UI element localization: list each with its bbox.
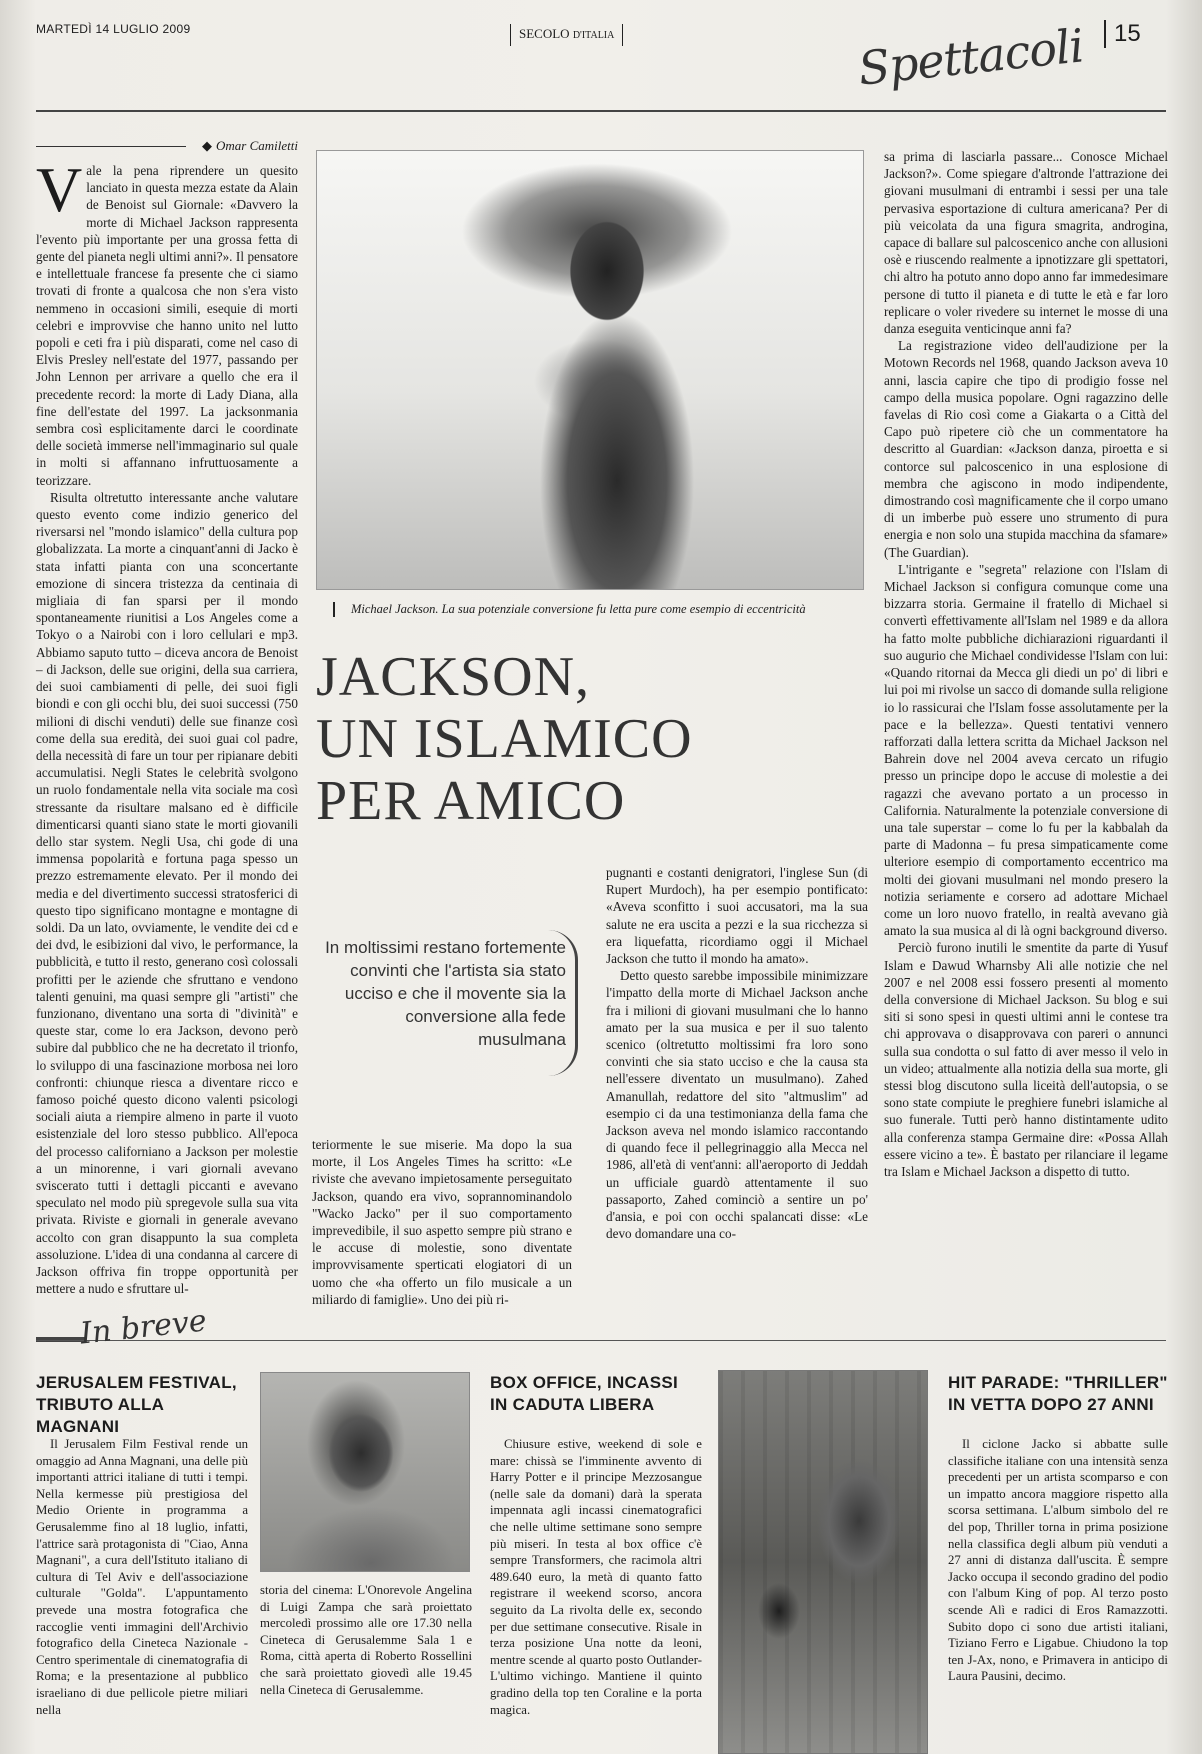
brief-title-box-office (490, 1372, 702, 1416)
brief-paragraph: Il Jerusalem Film Festival rende un omaggio ad Anna Magnani, una delle più importanti attrici italiane di tutti i tempi. Nella kermesse più prestigiosa del Medio Oriente in programma a Gerusalemme fino al 18 luglio, infatti, l'attrice sarà protagonista di "Ciao, Anna Magnani", a cura dell'Istituto italiano di cultura di Tel Aviv e dell'associazione culturale "Golda". L'appuntamento prevede una mostra fotografica che raccoglie venti immagini dell'Archivio fotografico della Cineteca Nazionale - Centro sperimentale di cinematografia di Roma; e la presentazione al pubblico israeliano di due pellicole pietre miliari nella (36, 1437, 248, 1717)
article-paragraph (36, 154, 298, 489)
brief-title-line: HIT PARADE: "THRILLER" (948, 1373, 1168, 1392)
publication-name-main: SECOLO (519, 26, 570, 41)
section-title: Spettacoli (855, 18, 1086, 96)
paragraph-text: ale la pena riprendere un quesito lanciato in questa mezza estate da Alain de Benoist sul Giornale: «Davvero la morte di Michael Jackson rappresenta l'evento più importante per una grossa fetta di gente del pianeta negli ultimi anni?». Il pensatore e intellettuale francese fa presente che ci siamo trovati di fronte a qualcosa che non s'era visto nemmeno in occasioni simili, esequie di morti celebri e improvvise che hanno unito nel lutto popoli e ceti fra i più disparati, come nel caso di Elvis Presley nell'estate del 1977, passando per John Lennon per arrivare a quello che era il precedente record: la morte di Lady Diana, alla fine dell'estate del 1997. La jacksonmania sembra così esplicitamente darci le coordinate delle società immerse nell'immaginario sul quale in molti si affannano infruttuosamente a teorizzare. (36, 163, 298, 488)
brief-text-box-office (490, 1436, 702, 1752)
publication-name (510, 24, 623, 46)
brief-paragraph: storia del cinema: L'Onorevole Angelina di Luigi Zampa che sarà proiettato mercoledì prossimo alle ore 17.30 nella Cineteca di Gerusalemme Sala 1 e Roma, città aperta di Roberto Rossellini che sarà proiettato giovedì alle 19.45 nella Cineteca di Gerusalemme. (260, 1583, 472, 1697)
brief-title-hit-parade (948, 1372, 1168, 1416)
brief-text-hit-parade (948, 1436, 1168, 1752)
brief-paragraph: Chiusure estive, weekend di sole e mare: chissà se l'imminente avvento di Harry Potter e il principe Mezzosangue (nelle sale da domani) darà la sperata impennata agli incassi cinematografici che nelle ultime settimane sono sempre più miseri. In testa al box office c'è sempre Transformers, che racimola altri 489.640 euro, la metà di quanto fatto registrare il weekend scorso, ancora seguito da La rivolta delle ex, secondo per due settimane consecutive. Risale in terza posizione Una notte da leoni, mentre scende al quarto posto Outlander-L'ultimo vichingo. Mantiene il quinto gradino della top ten Coraline e la porta magica. (490, 1437, 702, 1717)
article-paragraph: sa prima di lasciarla passare... Conosce Michael Jackson?». Come spiegare d'altronde l'attrazione dei giovani musulmani di entrambi i sessi per una tale pervasiva esportazione di cultura americana? Per di più veicolata da una figura smagrita, androgina, capace di ballare sul palcoscenico anche con allusioni osè e riuscendo realmente a ipnotizzare gli spettatori, chi altro ha potuto anno dopo anno far immedesimare persone di tutto il pianeta e di tutte le età e far loro replicare o voler rivedere su internet le mosse di una danza eseguita venticinque anni fa? (884, 149, 1168, 337)
drop-cap: V (36, 154, 83, 225)
harry-potter-still-photo (718, 1370, 928, 1754)
pull-quote: In moltissimi restano fortemente convinti che l'artista sia stato ucciso e che il movente sia la conversione alla fede musulmana (325, 938, 566, 1049)
headline-line: PER AMICO (316, 770, 626, 832)
issue-date: MARTEDÌ 14 LUGLIO 2009 (36, 22, 191, 36)
pull-quote-bracket (548, 930, 578, 1076)
diamond-icon: ◆ (202, 138, 213, 153)
brief-text-magnani-b (260, 1582, 472, 1752)
article-paragraph: L'intrigante e "segreta" relazione con l'Islam di Michael Jackson si configura comunque come una bizzarra storia. Germaine il fratello di Michael si convertì effettivamente all'Islam nel 1989 e da allora ha fatto molte pubbliche dichiarazioni riguardanti il suo augurio che Michael condividesse l'Islam con lui: «Quando ritornai da Mecca gli diedi un po' di libri e lui poi mi rivolse un sacco di domande sulla religione io lo rassicurai che l'Islam fosse assolutamente per la pace e la bellezza». Questi tentativi vennero rafforzati dalla lettera scritta da Michael Jackson nel Bahrein dove nel 2004 aveva cercato un rifugio presso un principe dopo le accuse di molestie a dei ragazzi che avevano portato a un processo in California. Naturalmente la potenziale conversione di una tale superstar – come lo fu per la kabbalah da parte di Madonna – fu presa simpaticamente come ulteriore esempio di comportamento eccentrico ma molti dei giovani musulmani nel mondo presero la notizia seriamente e corsero ad adottare Michael come un loro nuovo fratello, in realtà avevano già amato la sua musica al di là ogni background diverso. (884, 561, 1168, 939)
michael-jackson-photo (316, 150, 864, 590)
article-column-left (36, 154, 298, 1297)
article-paragraph: teriormente le sue miserie. Ma dopo la sua morte, il Los Angeles Times ha scritto: «Le riviste che avevano impietosamente perseguitato Jackson, quando era vivo, soprannominandolo "Wacko Jacko" per il suo comportamento imprevedibile, il suo aspetto sempre più strano e le accuse di molestie, sono diventate improvvisamente sperticati elogiatori di un uomo che «ha offerto un filo musicale a un miliardo di famiglie». Uno dei più ri- (312, 1137, 572, 1307)
page-number: 15 (1104, 20, 1141, 48)
brief-title-line: BOX OFFICE, INCASSI (490, 1373, 678, 1392)
header-rule (36, 110, 1166, 112)
article-column-middle-1 (312, 1136, 572, 1307)
headline-line: JACKSON, (316, 646, 591, 708)
brief-title-magnani (36, 1372, 248, 1438)
article-paragraph: Perciò furono inutili le smentite da parte di Yusuf Islam e Dawud Wharnsby Ali alle notizie che nel 2007 e nel 2008 essi fossero presenti al momento della conversione di Michael Jackson. Su blog e sui siti si sono spesi in questi ultimi anni le contese tra chi approvava o disapprovava con pareri o annunci sulla sua condotta o sul fatto di aver messo il velo in un video; attualmente alla notizia della sua morte, gli stessi blog discutono sulla liceità dell'autopsia, o se sono state compiute le preghiere funebri islamiche al suo funerale. Tutti però hanno distintamente udito alla conferenza stampa Germaine dire: «Possa Allah essere vicino a te». È bastato per rilanciare il legame tra Islam e Michael Jackson a dispetto di tutto. (884, 940, 1168, 1179)
brief-text-magnani-a (36, 1436, 248, 1752)
brief-title-line: IN VETTA DOPO 27 ANNI (948, 1395, 1154, 1414)
article-column-middle-2 (606, 864, 868, 1276)
breve-rule (36, 1340, 1166, 1341)
brief-title-line: JERUSALEM FESTIVAL, (36, 1373, 237, 1392)
brief-title-line: IN CADUTA LIBERA (490, 1395, 655, 1414)
article-paragraph: La registrazione video dell'audizione per la Motown Records nel 1968, quando Jackson aveva 10 anni, lascia capire che tipo di prodigio fosse nel campo della musica popolare. Ogni ragazzino delle favelas di Rio così come a Giakarta o a Città del Capo può ripetere ciò che un commentatore ha descritto al Guardian: «Jackson danza, piroetta e si contorce sul palcoscenico in una esplosione di membra che agiscono in modo indipendente, dimostrando così magnificamente che il corpo umano di un imberbe può essere uno strumento di pura energia e non solo una stupida macchina da sfamare» (The Guardian). (884, 338, 1168, 560)
photo-caption: Michael Jackson. La sua potenziale conversione fu letta pure come esempio di eccentricità (333, 602, 863, 617)
publication-name-small: D'ITALIA (572, 30, 615, 41)
article-paragraph: Risulta oltretutto interessante anche valutare questo evento come indizio generico del riversarsi nel "mondo islamico" della cultura pop globalizzata. La morte a cinquant'anni di Jacko è stata infatti pianta con una sconcertante emozione di sincera tristezza da centinaia di migliaia di fan sparsi per il mondo spontaneamente riunitisi a Los Angeles come a Tokyo o a Nairobi con i loro cellulari e mp3. Abbiamo saputo tutto – diceva ancora de Benoist – di Jackson, delle sue origini, della sua carriera, dei suoi cambiamenti di pelle, dei suoi figli biondi e con gli occhi blu, dei suoi successi (750 milioni di dischi venduti) delle sue finanze così come della sua eredità, dei suoi guai col padre, della necessità di fare un tour per ripianare debiti accumulatisi. Negli States le celebrità svolgono un ruolo fondamentale nella vita sociale ma così stressante da risultare malsano ed è difficile dimenticarsi quanti siano state le morti giovanili dello star system. Negli Usa, chi gode di una immensa popolarità e fortuna paga spesso un prezzo estremamente elevato. Per il mondo dei media e del divertimento successi stratosferici di questo tipo significano montagne e montagne di soldi. Da un lato, ovviamente, le vendite dei cd e dei dvd, le esibizioni dal vivo, le performance, la pubblicità, e tutto il resto, generano così colossali profitti per le aziende che sfruttano e vendono talenti genuini, ma quasi sempre gli "artisti" che funzionano, diventano una sorta di "divinità" e queste star, come lo era Jackson, devono però subire dal pubblico che ne ha decretato il trionfo, lo sviluppo di una fascinazione morbosa nei loro confronti: chiunque riesca a diventare ricco e famoso poiché questo dicono valenti psicologi sociali aiuta a riempire almeno in parte il vuoto esistenziale del loro stesso pubblico. All'epoca del processo californiano a Jackson per molestie a un minorenne, i vari giornali avevano sviscerato tutti i dettagli piccanti e avevano speculato nel modo più spregevole sulla sua vita privata. Riviste e giornali in generale avevano accolto con gran disappunto la sua completa assoluzione. L'idea di una condanna al carcere di Jackson offriva fin troppe opportunità per mettere a nudo e sfruttare ul- (36, 489, 298, 1297)
brief-paragraph: Il ciclone Jacko si abbatte sulle classifiche italiane con una intensità senza precedenti per un artista scomparso e con un impatto ancora maggiore rispetto alla scorsa settimana. L'album simbolo del re del pop, Thriller torna in prima posizione nella classifica degli album più venduti a 27 anni di distanza dall'uscita. È sempre Jacko occupa il secondo gradino del podio con l'album King of pop. Al terzo posto scende Alì e radici di Eros Ramazzotti. Subito dopo ci sono due artisti italiani, Tiziano Ferro e Ligabue. Chiudono la top ten J-Ax, nono, e Primavera in anticipo di Laura Pausini, decimo. (948, 1437, 1168, 1684)
brief-title-line: TRIBUTO ALLA MAGNANI (36, 1395, 164, 1436)
headline-line: UN ISLAMICO (316, 708, 693, 770)
article-paragraph: Detto questo sarebbe impossibile minimizzare l'impatto della morte di Michael Jackson anche fra i milioni di giovani musulmani che lo hanno amato per la sua musica e per il suo talento scenico (oltretutto moltissimi fra loro sono convinti che sia stato ucciso e che la causa sta nell'essere diventato un musulmano). Zahed Amanullah, redattore del sito "altmuslim" ad esempio ci da una testimonianza della fama che Jackson aveva nel mondo islamico raccontando di quando fece il pellegrinaggio alla Mecca nel 1986, all'età di vent'anni: all'aeroporto di Jeddah un ufficiale guardò attentamente il suo passaporto, Zahed cominciò a sentire un po' d'ansia, e poi con occhi spalancati disse: «Le devo domandare una co- (606, 968, 868, 1242)
author-name: Omar Camiletti (216, 138, 298, 153)
anna-magnani-photo (260, 1372, 470, 1572)
article-paragraph: pugnanti e costanti denigratori, l'inglese Sun (di Rupert Murdoch), ha per esempio pontificato: «Aveva sconfitto i suoi accusatori, ma la sua salute ne era uscita a pezzi e la sua ricchezza si era liquefatta, ricordiamo oggi il Michael Jackson che tutto il mondo ha amato». (606, 865, 868, 967)
article-column-right (884, 148, 1168, 1258)
article-headline (316, 646, 868, 832)
breve-section-label: In breve (78, 1303, 209, 1352)
author-byline (36, 138, 298, 154)
